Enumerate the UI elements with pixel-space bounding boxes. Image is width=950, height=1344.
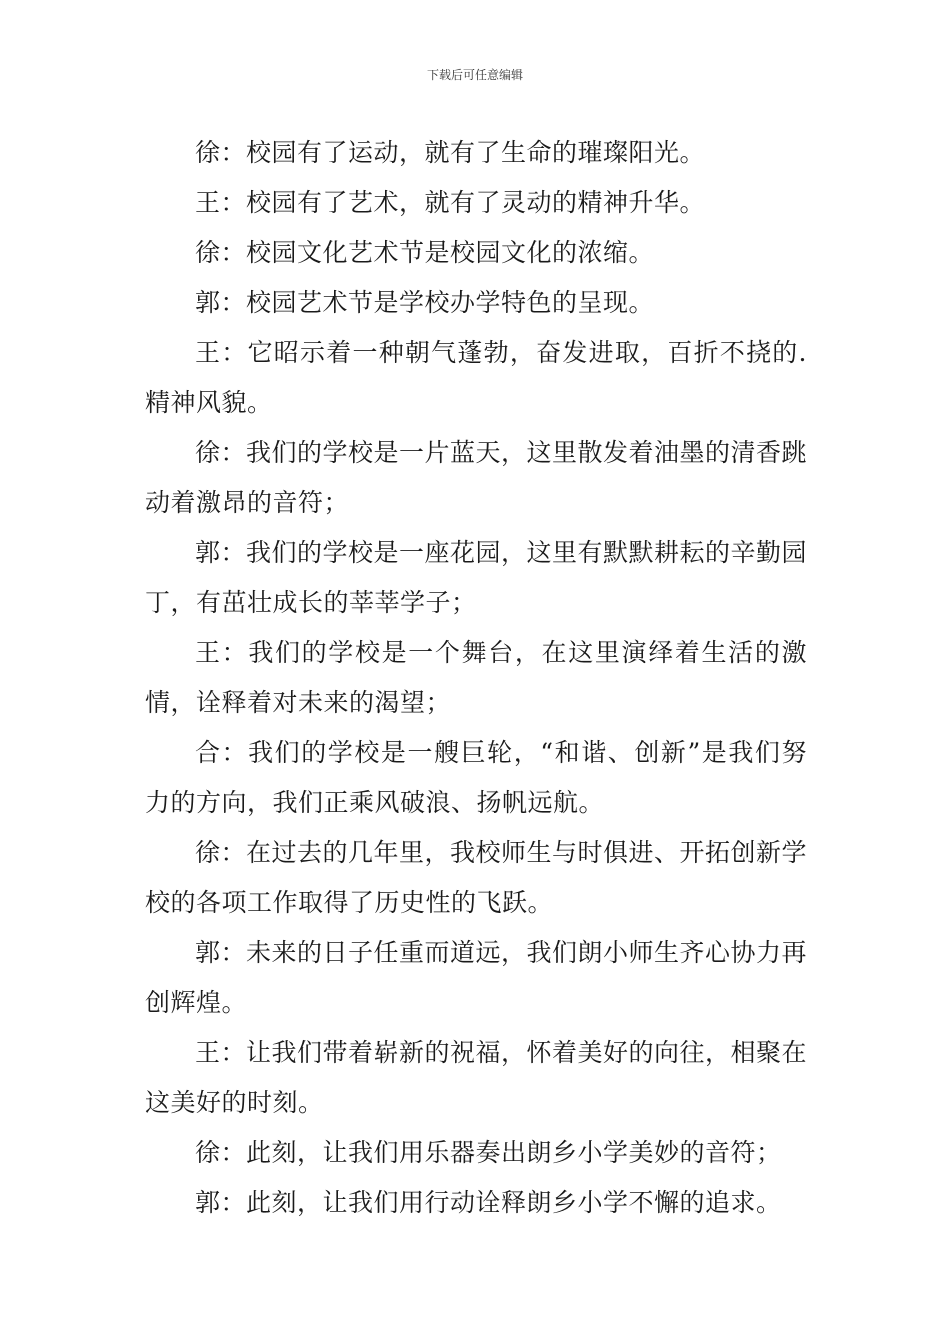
paragraph: 郭：此刻，让我们用行动诠释朗乡小学不懈的追求。 (195, 1188, 782, 1217)
paragraph: 郭：未来的日子任重而道远，我们朗小师生齐心协力再创辉煌。 (145, 938, 808, 1017)
paragraph: 郭：我们的学校是一座花园，这里有默默耕耘的辛勤园丁，有茁壮成长的莘莘学子； (145, 538, 808, 617)
paragraph: 王：让我们带着崭新的祝福，怀着美好的向往，相聚在这美好的时刻。 (145, 1038, 808, 1117)
paragraph: 郭：校园艺术节是学校办学特色的呈现。 (195, 288, 655, 317)
paragraph: 徐：校园文化艺术节是校园文化的浓缩。 (195, 238, 655, 267)
paragraph: 徐：此刻，让我们用乐器奏出朗乡小学美妙的音符； (195, 1138, 782, 1167)
paragraph: 王：我们的学校是一个舞台，在这里演绎着生活的激情，诠释着对未来的渴望； (145, 638, 807, 717)
page-header: 下载后可任意编辑 (426, 68, 523, 82)
paragraph: 徐：校园有了运动，就有了生命的璀璨阳光。 (195, 138, 706, 167)
paragraph: 徐：在过去的几年里，我校师生与时俱进、开拓创新学校的各项工作取得了历史性的飞跃。 (145, 838, 808, 917)
paragraph: 王：它昭示着一种朝气蓬勃，奋发进取，百折不挠的.精神风貌。 (145, 338, 807, 417)
document-body (145, 128, 807, 1228)
paragraph: 徐：我们的学校是一片蓝天，这里散发着油墨的清香跳动着激昂的音符； (145, 438, 808, 517)
paragraph: 合：我们的学校是一艘巨轮，“和谐、创新”是我们努力的方向，我们正乘风破浪、扬帆远航。 (145, 738, 807, 817)
paragraph: 王：校园有了艺术，就有了灵动的精神升华。 (195, 188, 706, 217)
